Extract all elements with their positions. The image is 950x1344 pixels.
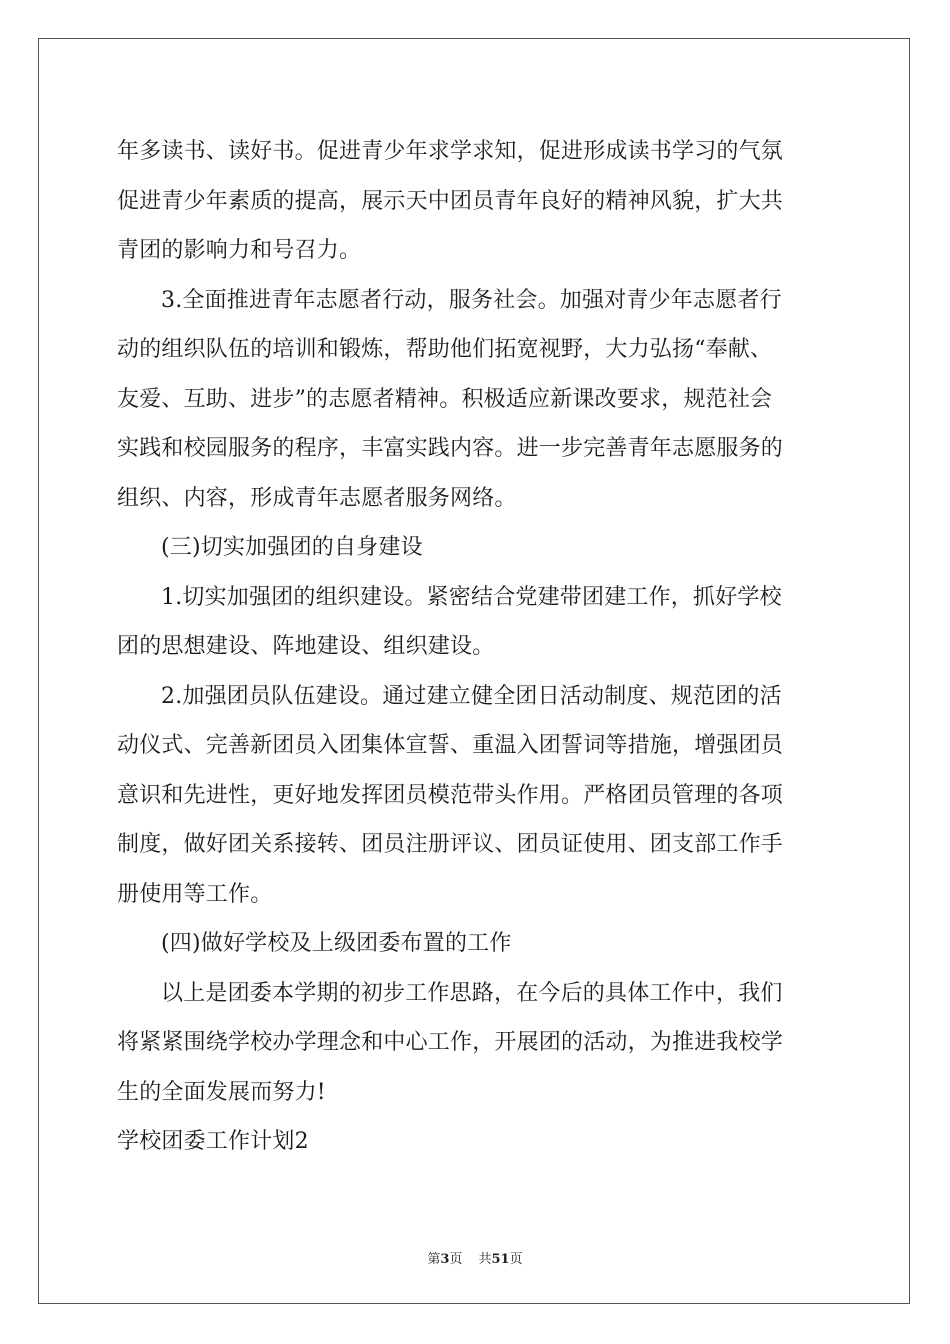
text-line: 以上是团委本学期的初步工作思路，在今后的具体工作中，我们 [161, 980, 783, 1006]
text-line: 青团的影响力和号召力。 [117, 238, 362, 263]
text-line: 动的组织队伍的培训和锻炼，帮助他们拓宽视野，大力弘扬“奉献、 [117, 337, 773, 362]
text-line: 团的思想建设、阵地建设、组织建设。 [117, 634, 495, 659]
text-line: 促进青少年素质的提高，展示天中团员青年良好的精神风貌，扩大共 [117, 188, 784, 214]
text-line: 生的全面发展而努力! [117, 1079, 326, 1105]
text-line: 实践和校园服务的程序，丰富实践内容。进一步完善青年志愿服务的 [117, 436, 784, 461]
total-pages: 51 [491, 1252, 510, 1267]
section-heading: (四)做好学校及上级团委布置的工作 [161, 931, 512, 956]
text-line: 年多读书、读好书。促进青少年求学求知，促进形成读书学习的气氛 [117, 139, 784, 164]
text-line: 2.加强团员队伍建设。通过建立健全团日活动制度、规范团的活 [161, 683, 782, 709]
text-line: 3.全面推进青年志愿者行动，服务社会。加强对青少年志愿者行 [161, 287, 782, 313]
section-heading: (三)切实加强团的自身建设 [161, 535, 423, 560]
text-line: 1.切实加强团的组织建设。紧密结合党建带团建工作，抓好学校 [161, 584, 782, 610]
page-suffix: 页 [449, 1252, 463, 1267]
text-line: 册使用等工作。 [117, 881, 273, 907]
text-line: 制度，做好团关系接转、团员注册评议、团员证使用、团支部工作手 [117, 832, 784, 857]
page-footer [0, 1248, 950, 1267]
text-line: 动仪式、完善新团员入团集体宣誓、重温入团誓词等措施，增强团员 [117, 733, 784, 758]
page-number: 3 [440, 1252, 450, 1267]
text-line: 友爱、互助、进步”的志愿者精神。积极适应新课改要求，规范社会 [117, 386, 773, 412]
text-line: 意识和先进性，更好地发挥团员模范带头作用。严格团员管理的各项 [117, 782, 784, 808]
document-title-line: 学校团委工作计划2 [117, 1129, 309, 1154]
document-body [117, 127, 833, 1167]
total-prefix: 共 [478, 1252, 492, 1267]
total-suffix: 页 [509, 1252, 523, 1267]
text-line: 组织、内容，形成青年志愿者服务网络。 [117, 485, 517, 511]
text-line: 将紧紧围绕学校办学理念和中心工作，开展团的活动，为推进我校学 [117, 1030, 784, 1055]
page-prefix: 第 [427, 1252, 441, 1267]
